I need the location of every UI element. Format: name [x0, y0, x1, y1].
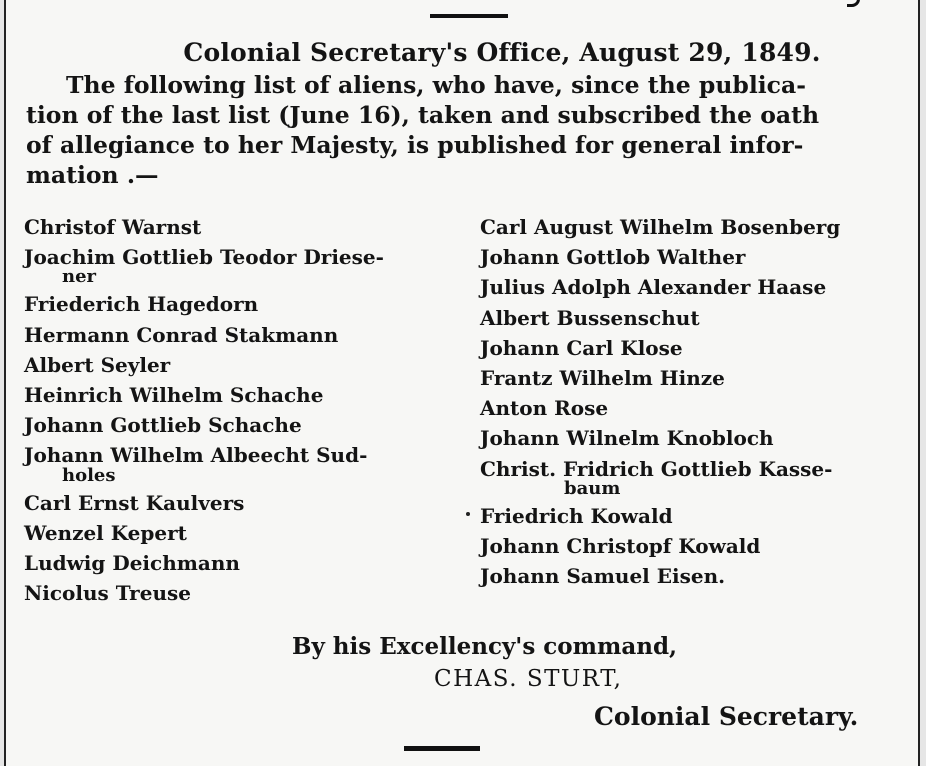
list-item: Albert Seyler — [24, 352, 171, 377]
list-item: Christof Warnst — [24, 215, 202, 239]
list-item: Johann Carl Klose — [480, 335, 683, 360]
names-list-left — [24, 212, 444, 608]
list-item: Hermann Conrad Stakmann — [24, 322, 339, 347]
list-item: Nicolus Treuse — [24, 581, 191, 606]
list-item: Joachim Gottlieb Teodor Driese- — [24, 245, 384, 270]
list-item: Wenzel Kepert — [24, 520, 187, 545]
signer-title: Colonial Secretary. — [594, 702, 859, 731]
ink-speck — [466, 512, 470, 516]
list-item: Carl Ernst Kaulvers — [24, 490, 245, 515]
list-item: Johann Wilhelm Albeecht Sud- — [24, 443, 368, 468]
signer-name: CHAS. STURT, — [434, 666, 623, 692]
notice-heading: Colonial Secretary's Office, August 29, 1849. — [183, 38, 821, 67]
list-item-continuation: holes — [62, 464, 116, 486]
list-item: Albert Bussenschut — [480, 305, 700, 330]
notice-intro — [26, 70, 916, 190]
names-list-right — [480, 212, 920, 591]
intro-line: tion of the last list (June 16), taken and subscribed the oath — [26, 101, 820, 129]
intro-line: of allegiance to her Majesty, is published for general infor- — [26, 131, 804, 159]
list-item: Johann Gottlob Walther — [480, 245, 746, 270]
list-item: Julius Adolph Alexander Haase — [480, 275, 827, 300]
newspaper-clipping — [4, 0, 920, 766]
cropped-glyph-fragment — [847, 0, 860, 7]
bottom-divider-rule — [404, 746, 480, 751]
list-item-continuation: baum — [564, 477, 621, 499]
list-item: Johann Samuel Eisen. — [480, 564, 726, 589]
top-divider-rule — [430, 14, 508, 18]
list-item: Carl August Wilhelm Bosenberg — [480, 215, 841, 239]
list-item: Christ. Fridrich Gottlieb Kasse- — [480, 456, 833, 481]
list-item: Anton Rose — [480, 396, 609, 421]
command-line: By his Excellency's command, — [292, 633, 678, 660]
dash-mark: — — [135, 161, 159, 189]
list-item: Friedrich Kowald — [480, 503, 673, 528]
list-item: Ludwig Deichmann — [24, 551, 240, 576]
list-item: Friederich Hagedorn — [24, 292, 259, 317]
intro-line — [26, 160, 916, 190]
list-item: Frantz Wilhelm Hinze — [480, 366, 725, 391]
list-item: Johann Christopf Kowald — [480, 534, 761, 559]
list-item: Johann Wilnelm Knobloch — [480, 426, 774, 451]
intro-line-text: mation . — [26, 161, 135, 189]
list-item-continuation: ner — [62, 266, 97, 288]
list-item: Heinrich Wilhelm Schache — [24, 383, 324, 408]
intro-line: The following list of aliens, who have, since the publica- — [66, 71, 806, 99]
list-item: Johann Gottlieb Schache — [24, 413, 302, 438]
